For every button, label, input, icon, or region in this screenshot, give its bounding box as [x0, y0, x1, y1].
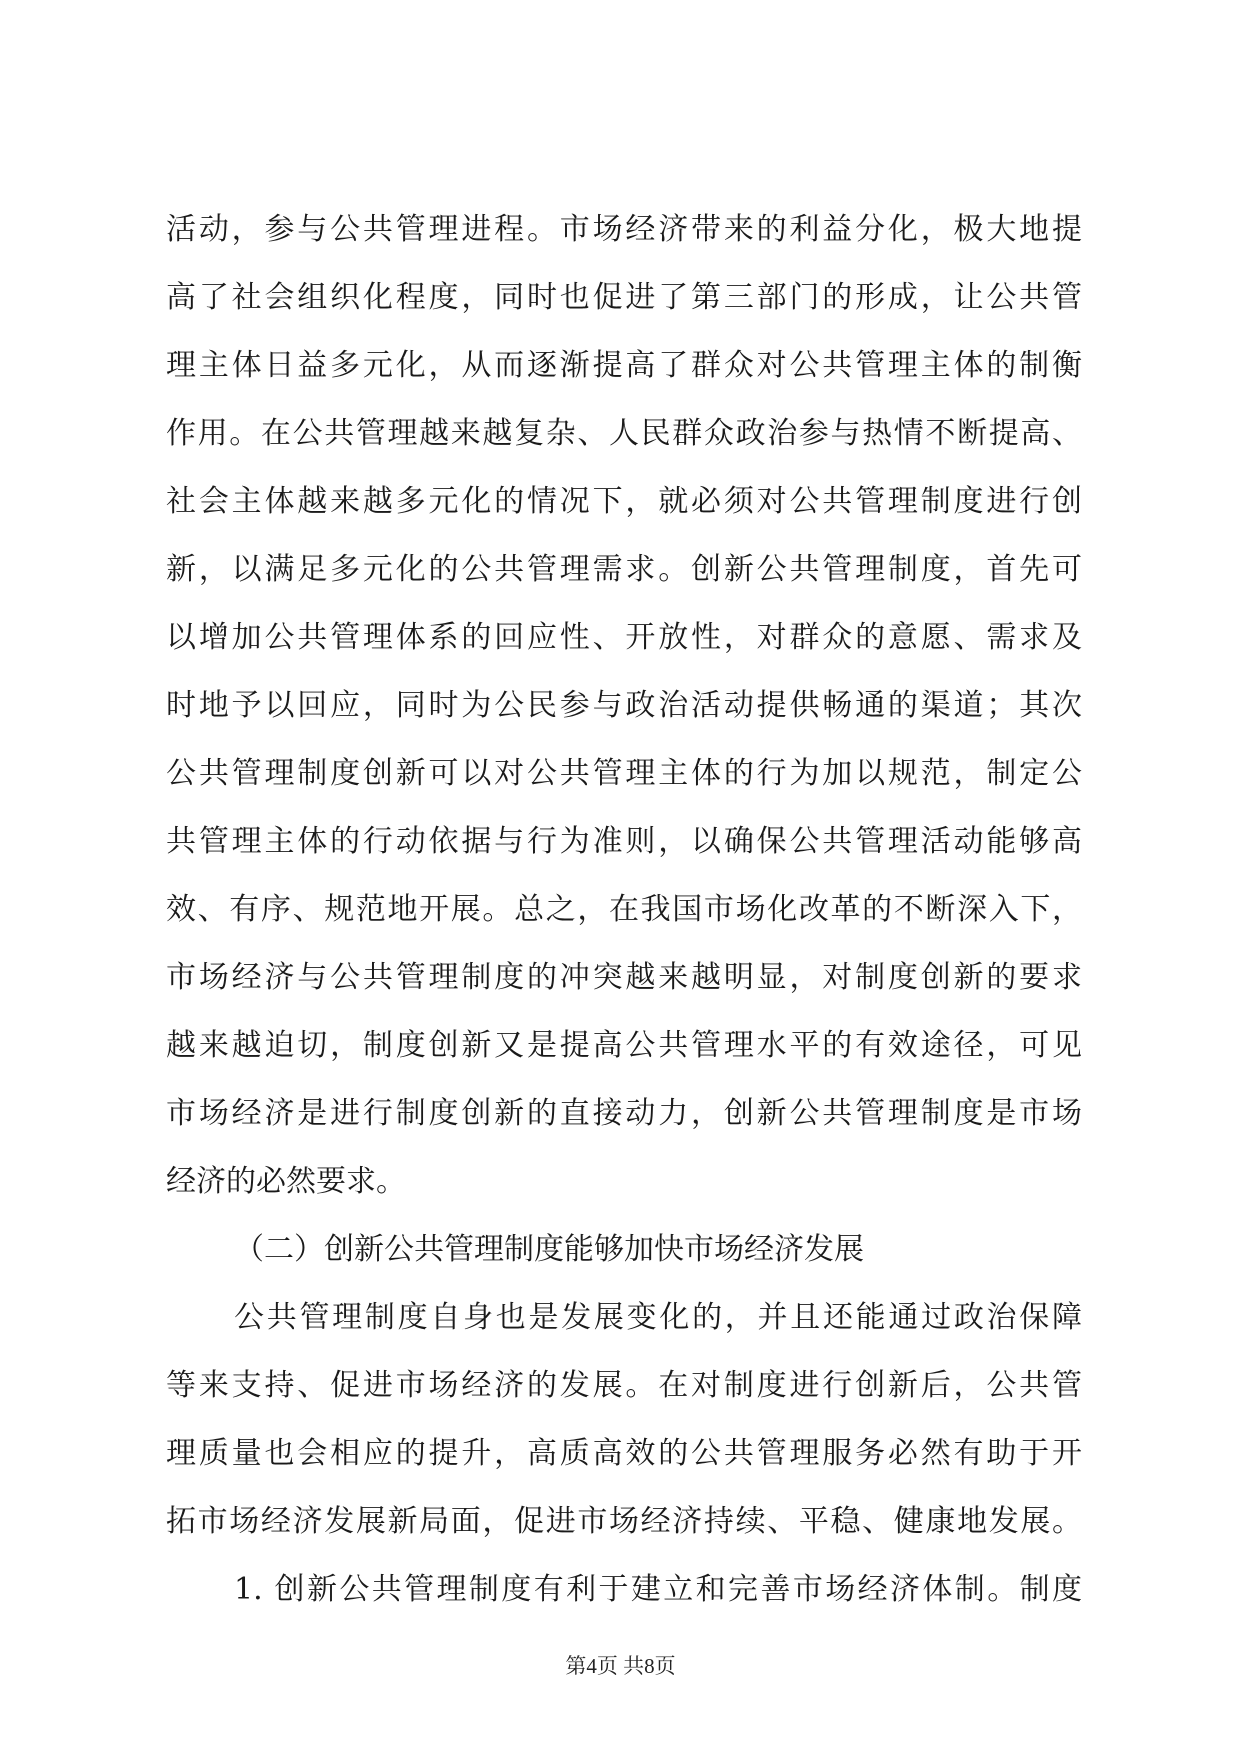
- paragraph-line: 高了社会组织化程度，同时也促进了第三部门的形成，让公共管: [166, 280, 1082, 315]
- paragraph-line: 理质量也会相应的提升，高质高效的公共管理服务必然有助于开: [166, 1436, 1082, 1471]
- section-heading: （二）创新公共管理制度能够加快市场经济发展: [234, 1232, 864, 1267]
- paragraph-line: 社会主体越来越多元化的情况下，就必须对公共管理制度进行创: [166, 484, 1082, 519]
- paragraph-line: 共管理主体的行动依据与行为准则，以确保公共管理活动能够高: [166, 824, 1082, 859]
- paragraph-line: 效、有序、规范地开展。总之，在我国市场化改革的不断深入下，: [166, 892, 1082, 927]
- paragraph-line-first: 公共管理制度自身也是发展变化的，并且还能通过政治保障: [234, 1300, 1082, 1335]
- paragraph-line: 等来支持、促进市场经济的发展。在对制度进行创新后，公共管: [166, 1368, 1082, 1403]
- paragraph-line: 活动，参与公共管理进程。市场经济带来的利益分化，极大地提: [166, 212, 1082, 247]
- paragraph-line: 理主体日益多元化，从而逐渐提高了群众对公共管理主体的制衡: [166, 348, 1082, 383]
- paragraph-line: 公共管理制度创新可以对公共管理主体的行为加以规范，制定公: [166, 756, 1082, 791]
- numbered-paragraph-line: 1. 创新公共管理制度有利于建立和完善市场经济体制。制度: [234, 1572, 1082, 1607]
- paragraph-line: 市场经济是进行制度创新的直接动力，创新公共管理制度是市场: [166, 1096, 1082, 1131]
- paragraph-line: 时地予以回应，同时为公民参与政治活动提供畅通的渠道；其次: [166, 688, 1082, 723]
- document-body: [166, 196, 1082, 1624]
- paragraph-line: 越来越迫切，制度创新又是提高公共管理水平的有效途径，可见: [166, 1028, 1082, 1063]
- paragraph-line: 新，以满足多元化的公共管理需求。创新公共管理制度，首先可: [166, 552, 1082, 587]
- page-number-footer: 第4页 共8页: [565, 1654, 676, 1678]
- paragraph-line: 拓市场经济发展新局面，促进市场经济持续、平稳、健康地发展。: [166, 1504, 1082, 1539]
- paragraph-line: 市场经济与公共管理制度的冲突越来越明显，对制度创新的要求: [166, 960, 1082, 995]
- paragraph-line: 作用。在公共管理越来越复杂、人民群众政治参与热情不断提高、: [166, 416, 1082, 451]
- paragraph-line: 以增加公共管理体系的回应性、开放性，对群众的意愿、需求及: [166, 620, 1082, 655]
- paragraph-line-last: 经济的必然要求。: [166, 1164, 406, 1199]
